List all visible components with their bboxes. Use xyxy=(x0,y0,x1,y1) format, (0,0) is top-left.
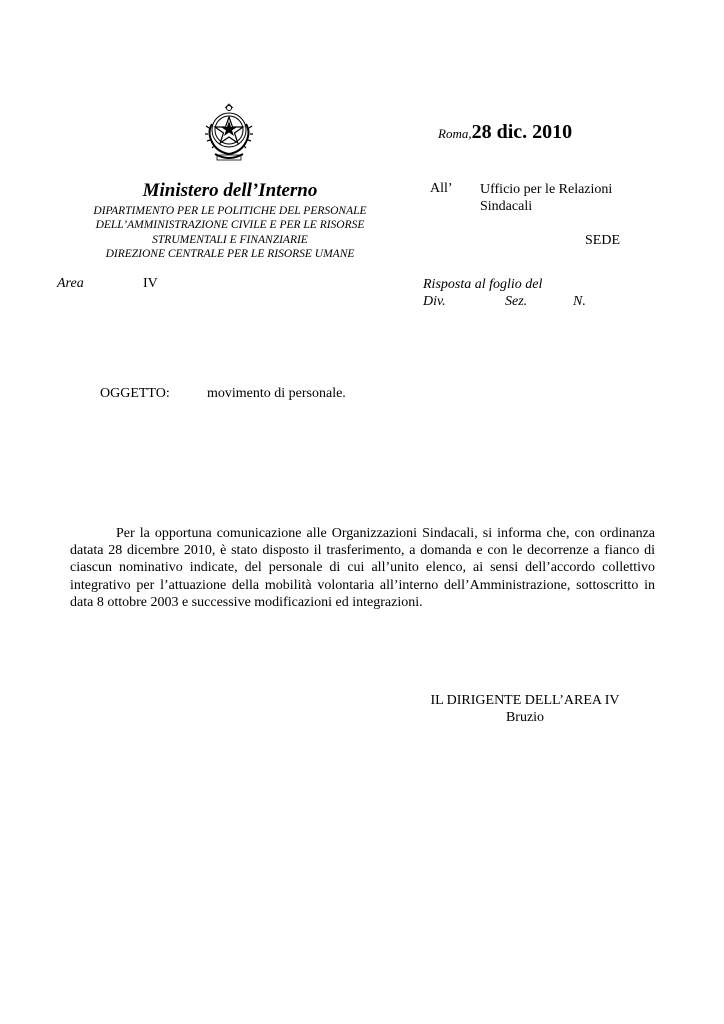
subject-text: movimento di personale. xyxy=(207,386,346,401)
recipient-label: All’ xyxy=(430,181,453,196)
reply-title: Risposta al foglio del xyxy=(423,277,543,292)
date-city: Roma, xyxy=(438,126,472,141)
date-line xyxy=(438,121,572,144)
department-line: DELL’AMMINISTRAZIONE CIVILE E PER LE RISORSE xyxy=(95,219,365,232)
area-value: IV xyxy=(143,276,158,291)
recipient-address xyxy=(480,181,612,215)
recipient-line: Sindacali xyxy=(480,199,533,214)
reply-n: N. xyxy=(573,294,586,309)
signature-title: IL DIRIGENTE DELL’AREA IV xyxy=(430,693,620,708)
body-paragraph: Per la opportuna comunicazione alle Organizzazioni Sindacali, si informa che, con ordinanza datata 28 dicembre 2010, è stato disposto il trasferimento, a domanda e con le decorrenze a fianco di ciascun nominativo indicate, del personale di cui all’unito elenco, ai sensi dell’accordo collettivo integrativo per l’attuazione della mobilità volontaria all’interno dell’Amministrazione, sottoscritto in data 8 ottobre 2003 e successive modificazioni ed integrazioni. xyxy=(70,526,655,610)
department-line: DIREZIONE CENTRALE PER LE RISORSE UMANE xyxy=(105,248,355,261)
signature-name: Bruzio xyxy=(505,710,545,725)
date-value: 28 dic. 2010 xyxy=(471,121,573,143)
ministry-title: Ministero dell’Interno xyxy=(142,180,318,201)
reply-fields xyxy=(423,293,623,310)
area-label: Area xyxy=(57,276,84,291)
recipient-location: SEDE xyxy=(585,233,620,248)
reply-reference xyxy=(423,276,623,310)
department-block xyxy=(60,204,400,262)
signature-block xyxy=(420,692,630,726)
reply-div: Div. xyxy=(423,294,446,309)
department-line: DIPARTIMENTO PER LE POLITICHE DEL PERSONALE xyxy=(93,205,367,217)
department-line: STRUMENTALI E FINANZIARIE xyxy=(152,233,308,246)
recipient-line: Ufficio per le Relazioni xyxy=(480,182,613,197)
subject-label: OGGETTO: xyxy=(100,386,170,401)
italian-republic-emblem-icon xyxy=(203,102,255,164)
reply-sez: Sez. xyxy=(505,294,528,309)
